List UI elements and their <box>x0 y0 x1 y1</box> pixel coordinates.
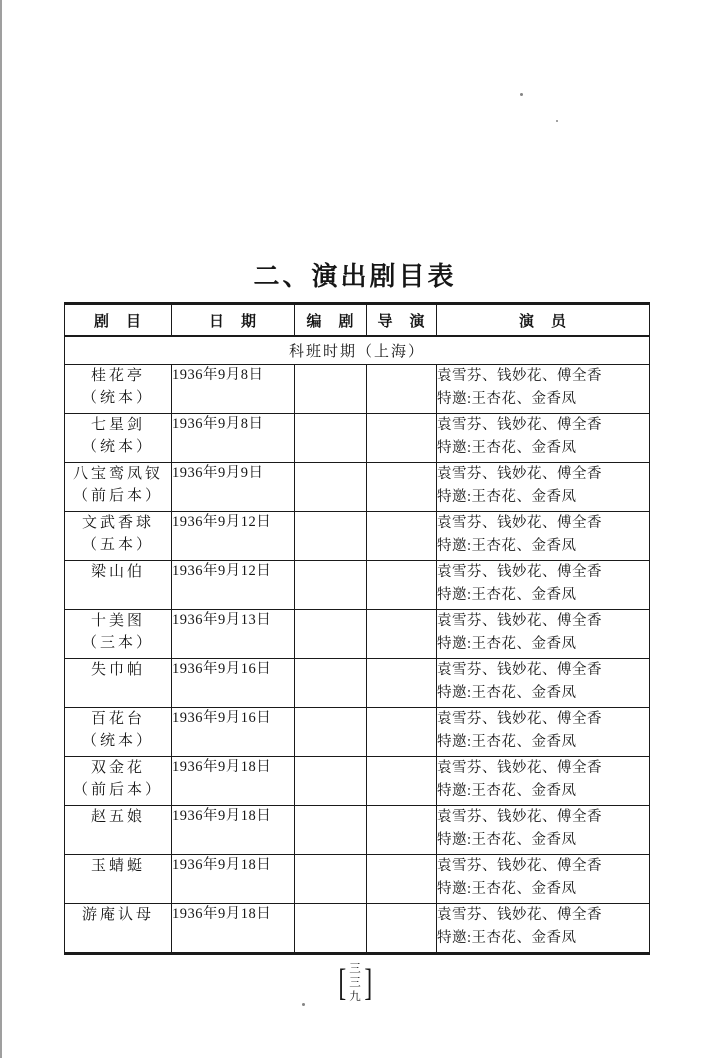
actors-cell <box>437 610 650 659</box>
scan-speck <box>520 93 523 96</box>
play-title: 十美图 <box>90 613 145 629</box>
play-subtitle: （三本） <box>81 635 154 651</box>
date-cell: 1936年9月13日 <box>172 610 295 659</box>
actors-line1: 袁雪芬、钱妙花、傅全香 <box>437 515 602 531</box>
column-header-play-title: 剧 目 <box>65 304 172 337</box>
actors-line2: 特邀:王杏花、金香凤 <box>437 488 577 505</box>
playwright-cell <box>295 855 367 904</box>
director-cell <box>367 659 437 708</box>
play-title: 百花台 <box>90 711 145 727</box>
table-row <box>65 855 650 904</box>
page-number-digits <box>349 962 361 1004</box>
play-title-cell <box>65 757 172 806</box>
playwright-cell <box>295 806 367 855</box>
play-title: 八宝鸾凤钗 <box>72 466 163 482</box>
playwright-cell <box>295 414 367 463</box>
play-title: 玉蜻蜓 <box>90 858 145 874</box>
table-row <box>65 610 650 659</box>
playwright-cell <box>295 463 367 512</box>
repertoire-table <box>64 302 650 955</box>
page-edge-line <box>0 0 2 1058</box>
table-row <box>65 904 650 954</box>
date-cell: 1936年9月16日 <box>172 659 295 708</box>
actors-cell <box>437 561 650 610</box>
page-number-digit: 三 <box>349 976 361 989</box>
table-header-row <box>65 304 650 337</box>
date-cell: 1936年9月9日 <box>172 463 295 512</box>
column-header-date: 日 期 <box>172 304 295 337</box>
play-title: 失巾帕 <box>90 662 145 678</box>
date-cell: 1936年9月18日 <box>172 904 295 954</box>
scan-speck <box>556 120 558 122</box>
page-number-digit: 九 <box>349 991 361 1003</box>
date-cell: 1936年9月12日 <box>172 512 295 561</box>
playwright-cell <box>295 708 367 757</box>
actors-cell <box>437 806 650 855</box>
actors-line2: 特邀:王杏花、金香凤 <box>437 684 577 701</box>
column-header-actors: 演 员 <box>437 304 650 337</box>
play-title-cell <box>65 610 172 659</box>
page-title: 二、演出剧目表 <box>253 261 457 291</box>
playwright-cell <box>295 757 367 806</box>
date-cell: 1936年9月16日 <box>172 708 295 757</box>
table-row <box>65 414 650 463</box>
play-title: 七星剑 <box>90 417 145 433</box>
play-title-cell <box>65 806 172 855</box>
actors-line2: 特邀:王杏花、金香凤 <box>437 537 577 554</box>
play-title-cell <box>65 904 172 954</box>
actors-cell <box>437 757 650 806</box>
date-cell: 1936年9月18日 <box>172 855 295 904</box>
director-cell <box>367 561 437 610</box>
play-title-cell <box>65 463 172 512</box>
date-cell: 1936年9月8日 <box>172 365 295 414</box>
play-subtitle: （前后本） <box>72 782 163 798</box>
play-title-cell <box>65 365 172 414</box>
director-cell <box>367 855 437 904</box>
actors-cell <box>437 365 650 414</box>
page-number-close-bracket: ] <box>364 962 373 1004</box>
table-row <box>65 365 650 414</box>
date-cell: 1936年9月18日 <box>172 757 295 806</box>
actors-line1: 袁雪芬、钱妙花、傅全香 <box>437 809 602 825</box>
play-subtitle: （统本） <box>81 390 154 406</box>
director-cell <box>367 463 437 512</box>
actors-line1: 袁雪芬、钱妙花、傅全香 <box>437 760 602 776</box>
play-title-cell <box>65 561 172 610</box>
actors-line2: 特邀:王杏花、金香凤 <box>437 733 577 750</box>
actors-line1: 袁雪芬、钱妙花、傅全香 <box>437 662 602 678</box>
play-title: 文武香球 <box>81 515 154 531</box>
play-subtitle: （统本） <box>81 439 154 455</box>
play-subtitle: （前后本） <box>72 488 163 504</box>
actors-line1: 袁雪芬、钱妙花、傅全香 <box>437 466 602 482</box>
actors-line2: 特邀:王杏花、金香凤 <box>437 586 577 603</box>
actors-line2: 特邀:王杏花、金香凤 <box>437 782 577 799</box>
playwright-cell <box>295 610 367 659</box>
actors-cell <box>437 512 650 561</box>
playwright-cell <box>295 365 367 414</box>
table-row <box>65 512 650 561</box>
date-cell: 1936年9月18日 <box>172 806 295 855</box>
director-cell <box>367 904 437 954</box>
actors-line1: 袁雪芬、钱妙花、傅全香 <box>437 711 602 727</box>
column-header-playwright: 编 剧 <box>295 304 367 337</box>
play-title-cell <box>65 708 172 757</box>
column-header-director: 导 演 <box>367 304 437 337</box>
play-title-cell <box>65 512 172 561</box>
director-cell <box>367 757 437 806</box>
actors-line2: 特邀:王杏花、金香凤 <box>437 880 577 897</box>
actors-line2: 特邀:王杏花、金香凤 <box>437 390 577 407</box>
actors-line1: 袁雪芬、钱妙花、傅全香 <box>437 417 602 433</box>
page-number <box>0 960 710 1006</box>
play-title-cell <box>65 414 172 463</box>
director-cell <box>367 512 437 561</box>
play-title: 双金花 <box>90 760 145 776</box>
play-title: 游庵认母 <box>81 907 154 923</box>
director-cell <box>367 708 437 757</box>
actors-line2: 特邀:王杏花、金香凤 <box>437 929 577 946</box>
actors-line2: 特邀:王杏花、金香凤 <box>437 635 577 652</box>
director-cell <box>367 610 437 659</box>
actors-line1: 袁雪芬、钱妙花、傅全香 <box>437 564 602 580</box>
play-title: 桂花亭 <box>90 368 145 384</box>
play-title: 赵五娘 <box>90 809 145 825</box>
actors-line2: 特邀:王杏花、金香凤 <box>437 439 577 456</box>
actors-cell <box>437 414 650 463</box>
scan-speck <box>302 1003 305 1006</box>
table-row <box>65 463 650 512</box>
director-cell <box>367 414 437 463</box>
director-cell <box>367 806 437 855</box>
page-number-open-bracket: [ <box>337 962 346 1004</box>
playwright-cell <box>295 659 367 708</box>
actors-cell <box>437 904 650 954</box>
table-row <box>65 757 650 806</box>
playwright-cell <box>295 904 367 954</box>
actors-line1: 袁雪芬、钱妙花、傅全香 <box>437 613 602 629</box>
date-cell: 1936年9月8日 <box>172 414 295 463</box>
playwright-cell <box>295 561 367 610</box>
table-row <box>65 708 650 757</box>
table-row <box>65 561 650 610</box>
play-title-cell <box>65 659 172 708</box>
actors-line1: 袁雪芬、钱妙花、傅全香 <box>437 907 602 923</box>
director-cell <box>367 365 437 414</box>
actors-cell <box>437 463 650 512</box>
actors-line1: 袁雪芬、钱妙花、傅全香 <box>437 858 602 874</box>
table-row <box>65 659 650 708</box>
play-title: 梁山伯 <box>90 564 145 580</box>
play-subtitle: （五本） <box>81 537 154 553</box>
date-cell: 1936年9月12日 <box>172 561 295 610</box>
section-header-row <box>65 336 650 365</box>
play-subtitle: （统本） <box>81 733 154 749</box>
actors-cell <box>437 659 650 708</box>
play-title-cell <box>65 855 172 904</box>
actors-cell <box>437 855 650 904</box>
section-header: 科班时期（上海） <box>65 336 650 365</box>
table-row <box>65 806 650 855</box>
actors-line1: 袁雪芬、钱妙花、傅全香 <box>437 368 602 384</box>
actors-line2: 特邀:王杏花、金香凤 <box>437 831 577 848</box>
playwright-cell <box>295 512 367 561</box>
actors-cell <box>437 708 650 757</box>
page-number-digit: 三 <box>349 962 361 975</box>
